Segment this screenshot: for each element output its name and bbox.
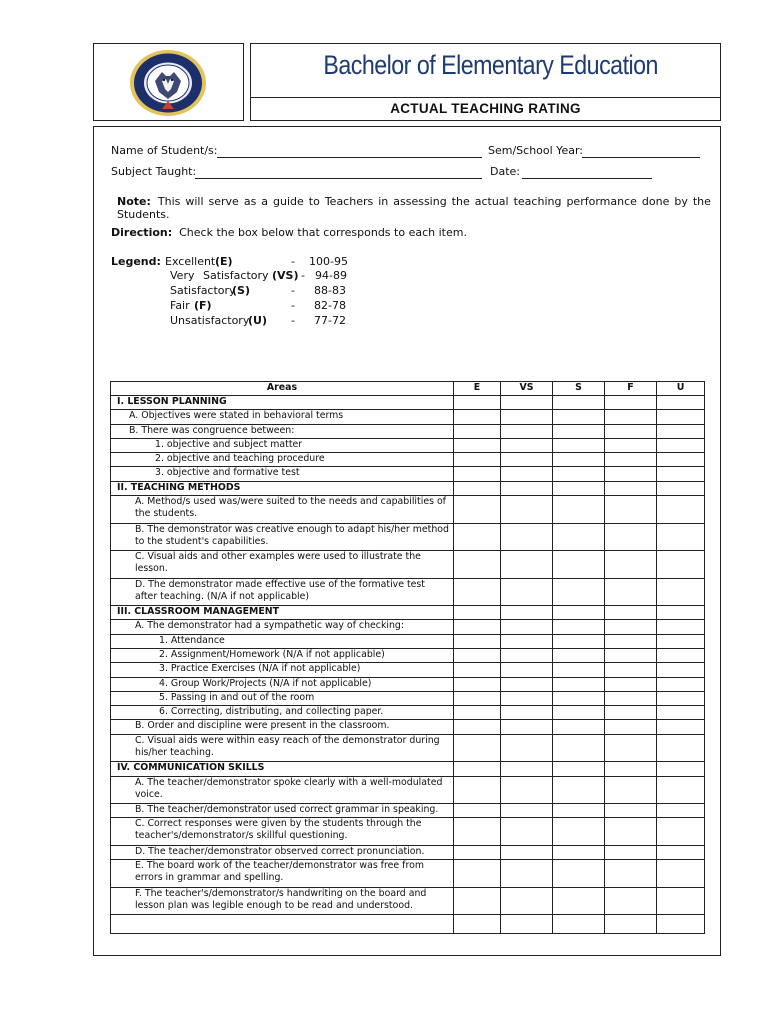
header-u: U — [657, 382, 705, 396]
rating-cell-f[interactable] — [605, 410, 657, 424]
table-row — [111, 915, 705, 934]
rating-cell-s[interactable] — [553, 410, 605, 424]
rating-cell-u[interactable] — [657, 915, 705, 934]
rating-cell-s[interactable] — [553, 438, 605, 452]
rating-cell-s[interactable] — [553, 677, 605, 691]
rating-cell-u[interactable] — [657, 720, 705, 734]
rating-cell-e[interactable] — [454, 776, 501, 804]
rating-cell-vs[interactable] — [501, 453, 553, 467]
legend-range: 88-83 — [314, 284, 346, 297]
rating-cell-f[interactable] — [605, 467, 657, 481]
rating-cell-e[interactable] — [454, 915, 501, 934]
rating-cell-f[interactable] — [605, 396, 657, 410]
rating-cell-f[interactable] — [605, 804, 657, 818]
section-title: III. CLASSROOM MANAGEMENT — [111, 606, 454, 620]
legend-name: Satisfactory — [170, 284, 236, 297]
rating-cell-f[interactable] — [605, 648, 657, 662]
rating-cell-u[interactable] — [657, 620, 705, 634]
legend-range: 94-89 — [315, 269, 347, 282]
header-vs: VS — [501, 382, 553, 396]
item-text: 1. objective and subject matter — [111, 438, 454, 452]
rating-cell-e[interactable] — [454, 845, 501, 859]
rating-cell-u[interactable] — [657, 523, 705, 551]
rating-cell-s[interactable] — [553, 706, 605, 720]
section-title: I. LESSON PLANNING — [111, 396, 454, 410]
item-text: D. The teacher/demonstrator observed correct pronunciation. — [111, 845, 454, 859]
rating-cell-u[interactable] — [657, 706, 705, 720]
subject-field[interactable] — [195, 178, 482, 179]
item-text: E. The board work of the teacher/demonstrator was free from errors in grammar and spelling. — [111, 860, 454, 888]
rating-cell-u[interactable] — [657, 396, 705, 410]
rating-cell-f[interactable] — [605, 663, 657, 677]
rating-cell-s[interactable] — [553, 620, 605, 634]
rating-cell-s[interactable] — [553, 396, 605, 410]
section-row — [111, 762, 705, 776]
rating-cell-f[interactable] — [605, 481, 657, 495]
legend-dash: - — [291, 255, 295, 268]
rating-cell-vs[interactable] — [501, 438, 553, 452]
rating-cell-u[interactable] — [657, 845, 705, 859]
header-s: S — [553, 382, 605, 396]
rating-cell-f[interactable] — [605, 578, 657, 606]
rating-cell-vs[interactable] — [501, 551, 553, 579]
section-row — [111, 606, 705, 620]
sem-label: Sem/School Year: — [488, 144, 583, 157]
rating-cell-s[interactable] — [553, 551, 605, 579]
item-text: B. The demonstrator was creative enough to adapt his/her method to the student's capabilities. — [111, 523, 454, 551]
table-row — [111, 663, 705, 677]
rating-cell-f[interactable] — [605, 620, 657, 634]
rating-cell-f[interactable] — [605, 776, 657, 804]
legend-dash: - — [291, 314, 295, 327]
rating-cell-u[interactable] — [657, 438, 705, 452]
direction-label: Direction: — [111, 226, 173, 239]
header-e: E — [454, 382, 501, 396]
rating-cell-s[interactable] — [553, 578, 605, 606]
rating-cell-u[interactable] — [657, 410, 705, 424]
rating-cell-vs[interactable] — [501, 648, 553, 662]
rating-cell-u[interactable] — [657, 453, 705, 467]
item-text: A. The teacher/demonstrator spoke clearly with a well-modulated voice. — [111, 776, 454, 804]
rating-cell-e[interactable] — [454, 634, 501, 648]
rating-cell-f[interactable] — [605, 860, 657, 888]
form-title: ACTUAL TEACHING RATING — [390, 101, 581, 116]
rating-cell-e[interactable] — [454, 424, 501, 438]
rating-cell-e[interactable] — [454, 804, 501, 818]
rating-cell-f[interactable] — [605, 677, 657, 691]
rating-cell-s[interactable] — [553, 915, 605, 934]
rating-cell-s[interactable] — [553, 663, 605, 677]
table-row — [111, 648, 705, 662]
rating-cell-u[interactable] — [657, 677, 705, 691]
rating-cell-vs[interactable] — [501, 620, 553, 634]
rating-cell-f[interactable] — [605, 551, 657, 579]
rating-cell-e[interactable] — [454, 860, 501, 888]
rating-cell-s[interactable] — [553, 481, 605, 495]
date-field[interactable] — [522, 178, 652, 179]
rating-cell-s[interactable] — [553, 523, 605, 551]
rating-cell-vs[interactable] — [501, 720, 553, 734]
rating-cell-vs[interactable] — [501, 467, 553, 481]
rating-cell-e[interactable] — [454, 523, 501, 551]
rating-cell-e[interactable] — [454, 396, 501, 410]
legend-range: 77-72 — [314, 314, 346, 327]
item-text: 3. Practice Exercises (N/A if not applicable) — [111, 663, 454, 677]
rating-cell-s[interactable] — [553, 467, 605, 481]
item-text: 5. Passing in and out of the room — [111, 691, 454, 705]
item-text: B. There was congruence between: — [111, 424, 454, 438]
rating-cell-vs[interactable] — [501, 606, 553, 620]
rating-cell-vs[interactable] — [501, 706, 553, 720]
student-label: Name of Student/s: — [111, 144, 218, 157]
rating-cell-e[interactable] — [454, 887, 501, 915]
legend-label: Legend: — [111, 255, 161, 268]
rating-cell-f[interactable] — [605, 424, 657, 438]
rating-cell-vs[interactable] — [501, 734, 553, 762]
rating-cell-vs[interactable] — [501, 424, 553, 438]
legend-name: Fair — [170, 299, 190, 312]
rating-cell-s[interactable] — [553, 648, 605, 662]
note-text: This will serve as a guide to Teachers in assessing the actual teaching performance done by the Students. — [117, 195, 711, 221]
legend-code: (F) — [194, 299, 212, 312]
table-row — [111, 578, 705, 606]
rating-cell-e[interactable] — [454, 481, 501, 495]
item-text: C. Correct responses were given by the students through the teacher's/demonstrator/s skillful questioning. — [111, 818, 454, 846]
table-row — [111, 845, 705, 859]
date-label: Date: — [490, 165, 520, 178]
rating-cell-e[interactable] — [454, 410, 501, 424]
rating-cell-e[interactable] — [454, 648, 501, 662]
legend-code: (U) — [248, 314, 267, 327]
item-text: C. Visual aids and other examples were used to illustrate the lesson. — [111, 551, 454, 579]
table-row — [111, 691, 705, 705]
item-text: 3. objective and formative test — [111, 467, 454, 481]
rating-cell-s[interactable] — [553, 776, 605, 804]
rating-cell-f[interactable] — [605, 453, 657, 467]
rating-cell-s[interactable] — [553, 634, 605, 648]
rating-cell-f[interactable] — [605, 706, 657, 720]
table-row — [111, 860, 705, 888]
section-title: II. TEACHING METHODS — [111, 481, 454, 495]
item-text: A. The demonstrator had a sympathetic way of checking: — [111, 620, 454, 634]
student-name-field[interactable] — [217, 157, 482, 158]
title-divider — [251, 97, 720, 98]
section-row — [111, 481, 705, 495]
rating-cell-u[interactable] — [657, 887, 705, 915]
college-seal-logo — [122, 48, 214, 118]
rating-cell-u[interactable] — [657, 648, 705, 662]
rating-cell-f[interactable] — [605, 634, 657, 648]
rating-cell-vs[interactable] — [501, 396, 553, 410]
rating-cell-s[interactable] — [553, 762, 605, 776]
item-text: A. Method/s used was/were suited to the needs and capabilities of the students. — [111, 496, 454, 524]
table-row — [111, 620, 705, 634]
legend-range: 100-95 — [309, 255, 348, 268]
header-f: F — [605, 382, 657, 396]
legend-dash: - — [291, 284, 295, 297]
rating-cell-e[interactable] — [454, 453, 501, 467]
rating-cell-vs[interactable] — [501, 887, 553, 915]
table-row — [111, 496, 705, 524]
sem-year-field[interactable] — [582, 157, 700, 158]
table-row — [111, 734, 705, 762]
table-row — [111, 410, 705, 424]
rating-cell-e[interactable] — [454, 734, 501, 762]
rating-cell-u[interactable] — [657, 663, 705, 677]
rating-table — [110, 381, 705, 934]
rating-cell-u[interactable] — [657, 424, 705, 438]
rating-cell-f[interactable] — [605, 887, 657, 915]
rating-cell-s[interactable] — [553, 691, 605, 705]
table-row — [111, 776, 705, 804]
rating-cell-f[interactable] — [605, 762, 657, 776]
header-areas: Areas — [111, 382, 454, 396]
rating-cell-u[interactable] — [657, 734, 705, 762]
rating-cell-e[interactable] — [454, 496, 501, 524]
rating-cell-vs[interactable] — [501, 663, 553, 677]
rating-cell-s[interactable] — [553, 860, 605, 888]
item-text: D. The demonstrator made effective use of the formative test after teaching. (N/A if not applicable) — [111, 578, 454, 606]
rating-cell-e[interactable] — [454, 438, 501, 452]
item-text: 2. objective and teaching procedure — [111, 453, 454, 467]
rating-cell-u[interactable] — [657, 551, 705, 579]
rating-cell-u[interactable] — [657, 804, 705, 818]
rating-cell-u[interactable] — [657, 634, 705, 648]
table-row — [111, 424, 705, 438]
rating-cell-vs[interactable] — [501, 634, 553, 648]
rating-cell-s[interactable] — [553, 424, 605, 438]
rating-cell-vs[interactable] — [501, 804, 553, 818]
rating-cell-vs[interactable] — [501, 481, 553, 495]
table-row — [111, 706, 705, 720]
rating-cell-s[interactable] — [553, 720, 605, 734]
rating-cell-f[interactable] — [605, 720, 657, 734]
rating-cell-f[interactable] — [605, 845, 657, 859]
rating-cell-vs[interactable] — [501, 410, 553, 424]
note-label: Note: — [117, 195, 151, 208]
rating-cell-vs[interactable] — [501, 496, 553, 524]
rating-cell-e[interactable] — [454, 706, 501, 720]
direction-text: Check the box below that corresponds to each item. — [179, 226, 467, 239]
rating-cell-f[interactable] — [605, 523, 657, 551]
rating-cell-u[interactable] — [657, 496, 705, 524]
legend-code: (S) — [232, 284, 250, 297]
item-text: 4. Group Work/Projects (N/A if not applicable) — [111, 677, 454, 691]
legend-code: (E) — [215, 255, 233, 268]
table-header-row — [111, 382, 705, 396]
item-text: F. The teacher's/demonstrator/s handwriting on the board and lesson plan was legible enough to be read and understood. — [111, 887, 454, 915]
rating-cell-vs[interactable] — [501, 762, 553, 776]
item-text: 1. Attendance — [111, 634, 454, 648]
rating-cell-e[interactable] — [454, 818, 501, 846]
item-text: 6. Correcting, distributing, and collecting paper. — [111, 706, 454, 720]
rating-cell-f[interactable] — [605, 915, 657, 934]
subject-label: Subject Taught: — [111, 165, 197, 178]
rating-cell-vs[interactable] — [501, 818, 553, 846]
rating-cell-s[interactable] — [553, 845, 605, 859]
rating-cell-f[interactable] — [605, 438, 657, 452]
rating-cell-e[interactable] — [454, 578, 501, 606]
rating-cell-s[interactable] — [553, 496, 605, 524]
table-row — [111, 818, 705, 846]
rating-cell-vs[interactable] — [501, 776, 553, 804]
title-box — [250, 43, 721, 121]
item-text: B. Order and discipline were present in the classroom. — [111, 720, 454, 734]
direction-paragraph — [111, 226, 711, 239]
legend-name: Very Satisfactory — [170, 269, 269, 282]
table-row — [111, 804, 705, 818]
logo-box — [93, 43, 244, 121]
rating-cell-u[interactable] — [657, 606, 705, 620]
rating-cell-s[interactable] — [553, 734, 605, 762]
legend-dash: - — [301, 269, 305, 282]
legend-name: Excellent — [165, 255, 216, 268]
table-row — [111, 634, 705, 648]
rating-cell-f[interactable] — [605, 734, 657, 762]
table-row — [111, 720, 705, 734]
rating-cell-e[interactable] — [454, 606, 501, 620]
rating-cell-u[interactable] — [657, 481, 705, 495]
legend-dash: - — [291, 299, 295, 312]
rating-cell-u[interactable] — [657, 467, 705, 481]
rating-cell-s[interactable] — [553, 804, 605, 818]
rating-cell-f[interactable] — [605, 818, 657, 846]
table-row — [111, 453, 705, 467]
rating-cell-e[interactable] — [454, 762, 501, 776]
rating-cell-f[interactable] — [605, 496, 657, 524]
table-row — [111, 887, 705, 915]
rating-cell-e[interactable] — [454, 467, 501, 481]
rating-cell-vs[interactable] — [501, 845, 553, 859]
item-text: B. The teacher/demonstrator used correct grammar in speaking. — [111, 804, 454, 818]
program-title: Bachelor of Elementary Education — [323, 50, 658, 80]
item-text: C. Visual aids were within easy reach of the demonstrator during his/her teaching. — [111, 734, 454, 762]
item-text: A. Objectives were stated in behavioral terms — [111, 410, 454, 424]
rating-cell-e[interactable] — [454, 677, 501, 691]
rating-cell-vs[interactable] — [501, 523, 553, 551]
rating-cell-u[interactable] — [657, 776, 705, 804]
rating-cell-s[interactable] — [553, 606, 605, 620]
rating-cell-f[interactable] — [605, 691, 657, 705]
table-row — [111, 467, 705, 481]
table-row — [111, 551, 705, 579]
rating-cell-s[interactable] — [553, 818, 605, 846]
rating-cell-vs[interactable] — [501, 677, 553, 691]
legend-range: 82-78 — [314, 299, 346, 312]
rating-cell-s[interactable] — [553, 887, 605, 915]
table-row — [111, 677, 705, 691]
legend-name: Unsatisfactory — [170, 314, 250, 327]
rating-cell-u[interactable] — [657, 818, 705, 846]
rating-cell-e[interactable] — [454, 691, 501, 705]
rating-cell-s[interactable] — [553, 453, 605, 467]
rating-cell-e[interactable] — [454, 720, 501, 734]
section-title: IV. COMMUNICATION SKILLS — [111, 762, 454, 776]
table-row — [111, 523, 705, 551]
rating-cell-u[interactable] — [657, 860, 705, 888]
rating-cell-u[interactable] — [657, 691, 705, 705]
note-paragraph — [117, 195, 717, 221]
rating-cell-vs[interactable] — [501, 578, 553, 606]
rating-cell-vs[interactable] — [501, 691, 553, 705]
rating-cell-u[interactable] — [657, 578, 705, 606]
rating-cell-e[interactable] — [454, 620, 501, 634]
rating-cell-e[interactable] — [454, 663, 501, 677]
rating-cell-vs[interactable] — [501, 860, 553, 888]
table-row — [111, 438, 705, 452]
blank-cell — [111, 915, 454, 934]
rating-cell-u[interactable] — [657, 762, 705, 776]
legend-code: (VS) — [272, 269, 299, 282]
section-row — [111, 396, 705, 410]
rating-cell-vs[interactable] — [501, 915, 553, 934]
rating-cell-e[interactable] — [454, 551, 501, 579]
rating-cell-f[interactable] — [605, 606, 657, 620]
item-text: 2. Assignment/Homework (N/A if not applicable) — [111, 648, 454, 662]
